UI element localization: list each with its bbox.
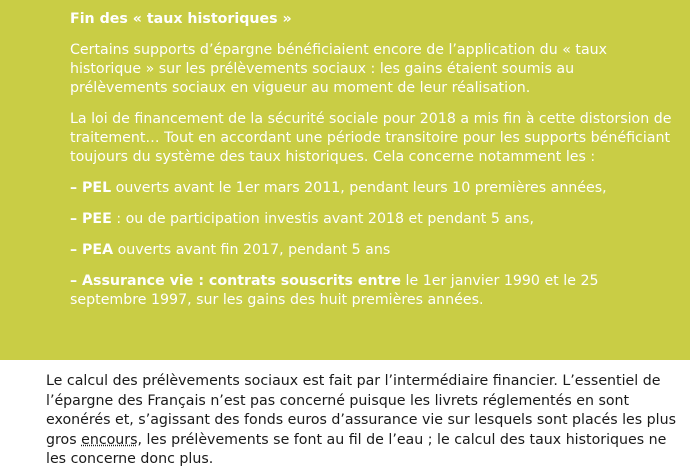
callout-title: Fin des « taux historiques » xyxy=(70,11,292,27)
list-item-assurance-vie xyxy=(70,272,674,310)
list-item-lead: – PEL xyxy=(70,180,112,196)
body-text-after: , les prélèvements se font au fil de l’eau ; le calcul des taux historiques ne les concerne donc plus. xyxy=(46,431,667,467)
list-item-pea xyxy=(70,241,674,260)
list-item-pee xyxy=(70,210,674,229)
list-item-text: : ou de participation investis avant 2018 et pendant 5 ans, xyxy=(111,211,534,227)
list-item-lead: – PEA xyxy=(70,242,114,258)
list-item-text: ouverts avant fin 2017, pendant 5 ans xyxy=(113,242,391,258)
list-item-lead: – PEE xyxy=(70,211,112,227)
callout-paragraph-2: La loi de financement de la sécurité sociale pour 2018 a mis fin à cette distorsion de traitement… Tout en accordant une période transitoire pour les supports bénéficiant toujours du système des taux historiques. Cela concerne notamment les : xyxy=(70,111,672,165)
list-item-text: ouverts avant le 1er mars 2011, pendant leurs 10 premières années, xyxy=(111,180,607,196)
encours-link[interactable]: encours xyxy=(81,431,138,448)
list-item-pel xyxy=(70,179,674,198)
list-item-text: le 1er janvier 1990 et le 25 septembre 1997, sur les gains des huit premières années. xyxy=(70,273,599,308)
callout-paragraph-1: Certains supports d’épargne bénéficiaient encore de l’application du « taux historique » sur les prélèvements sociaux : les gains étaient soumis au prélèvements sociaux en vigueur au moment de leur réalisation. xyxy=(70,42,608,96)
body-text-before: Le calcul des prélèvements sociaux est fait par l’intermédiaire financier. L’essentiel de l’épargne des Français n’est pas concerné puisque les livrets réglementés en sont exonérés et, s’agissant des fonds euros d’assurance vie sur lesquels sont placés les plus gros xyxy=(46,373,677,448)
body-paragraph xyxy=(46,372,676,470)
list-item-lead: – Assurance vie : contrats souscrits entre xyxy=(70,273,402,289)
